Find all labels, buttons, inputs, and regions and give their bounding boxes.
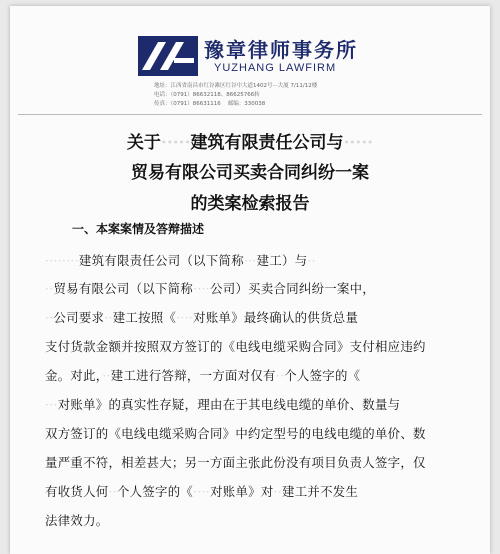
body-line: ···对账单》的真实性存疑，理由在于其电线电缆的单价、数量与	[45, 397, 401, 412]
report-title-line3: 的类案检索报告	[190, 194, 310, 214]
firm-contact-info: 地址：江西省南昌市红谷滩区红谷中大道1402号···大厦 7/11/12楼 电话：（0791）86632118、86625766转 传真：（0791）86631116 邮编：330038	[154, 83, 318, 107]
body-line: 双方签订的《电线电缆采购合同》中约定型号的电线电缆的单价、数	[45, 426, 426, 441]
body-line: 法律效力。	[45, 513, 109, 528]
body-line: 有收货人何··个人签字的《····对账单》对··建工并不发生	[45, 484, 359, 499]
body-line: 金。对此，··建工进行答辩，一方面对仅有··个人签字的《	[45, 368, 361, 383]
report-title-line2: 贸易有限公司买卖合同纠纷一案	[131, 163, 369, 183]
document-page	[10, 6, 490, 554]
report-title-line1: 关于·····建筑有限责任公司与·····	[126, 133, 374, 153]
firm-logo-icon	[138, 36, 198, 76]
body-line: ··公司要求··建工按照《····对账单》最终确认的供货总量	[45, 310, 359, 325]
firm-name: 豫章律师事务所	[204, 38, 358, 62]
letterhead	[138, 34, 478, 114]
letterhead-divider	[18, 114, 482, 115]
body-line: 量严重不符，相差甚大；另一方面主张此份没有项目负责人签字，仅	[45, 455, 426, 470]
body-line: 支付货款金额并按照双方签订的《电线电缆采购合同》支付相应违约	[45, 339, 426, 354]
firm-name-en: YUZHANG LAWFIRM	[214, 62, 337, 74]
section-heading: 一、本案案情及答辩描述	[72, 222, 205, 236]
body-line: ··贸易有限公司（以下简称····公司）买卖合同纠纷一案中，	[45, 281, 376, 296]
body-line: ········建筑有限责任公司（以下简称···建工）与··	[45, 253, 316, 268]
